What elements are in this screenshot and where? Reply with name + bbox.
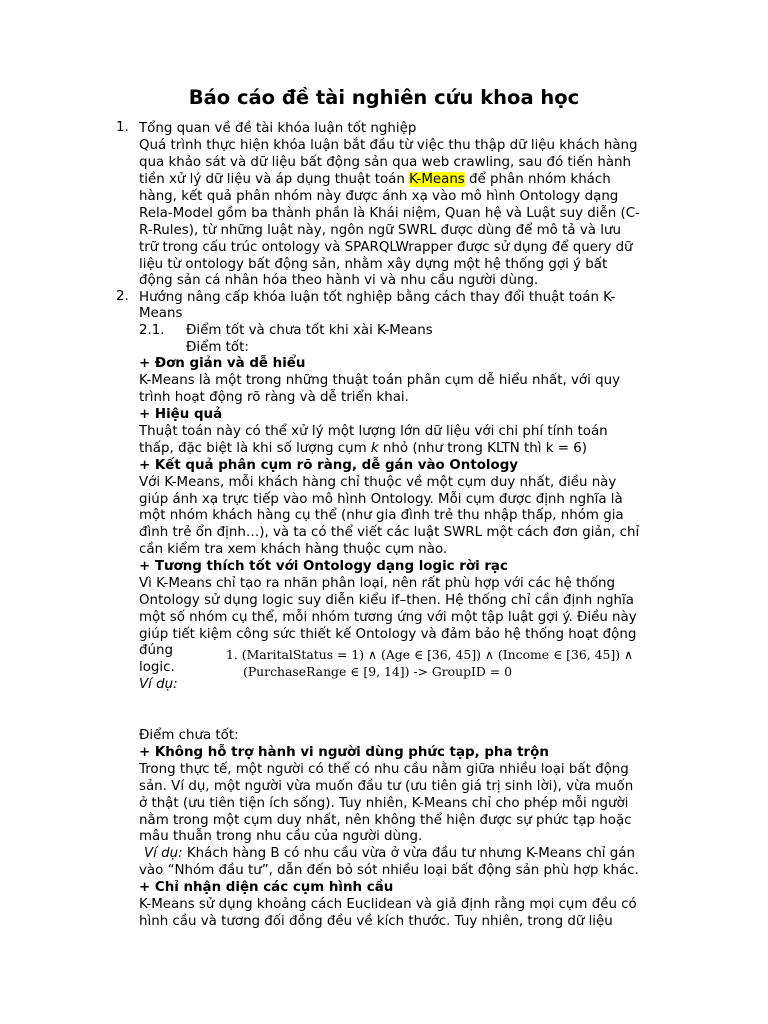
paragraph-line: một nhóm khách hàng cụ thể (như gia đình trẻ thu nhập thấp, nhóm gia <box>139 508 624 523</box>
section1-line <box>139 171 611 188</box>
section1-line: qua khảo sát và dữ liệu bất động sản qua web crawling, sau đó tiến hành <box>139 155 632 170</box>
section1-line: trữ trong cấu trúc ontology và SPARQLWrapper được sử dụng để query dữ <box>139 240 633 255</box>
section1-line: R-Rules), từ những luật này, ngôn ngữ SWRL được dùng để mô tả và lưu <box>139 223 621 238</box>
section1-heading: Tổng quan về đề tài khóa luận tốt nghiệp <box>139 121 417 136</box>
point-heading: + Đơn giản và dễ hiểu <box>139 356 306 371</box>
example-label: Ví dụ: <box>139 677 178 692</box>
paragraph-line: logic. <box>139 660 175 675</box>
paragraph-line: nằm trong một cụm duy nhất, nên không thể hiện được sự phức tạp hoặc <box>139 813 632 828</box>
list-number-1: 1. <box>116 120 129 135</box>
bad-points-label: Điểm chưa tốt: <box>139 728 239 743</box>
paragraph-line: trình hoạt động rõ ràng và dễ triển khai. <box>139 390 409 405</box>
paragraph-line: mâu thuẫn trong nhu cầu của người dùng. <box>139 829 423 844</box>
section2-heading: Means <box>139 306 183 321</box>
point-heading: + Hiệu quả <box>139 407 223 422</box>
point-heading: + Không hỗ trợ hành vi người dùng phức tạp, pha trộn <box>139 745 549 760</box>
point-heading: + Tương thích tốt với Ontology dạng logic rời rạc <box>139 559 508 574</box>
page-title: Báo cáo đề tài nghiên cứu khoa học <box>188 86 580 109</box>
paragraph-line: đình trẻ ổn định…), và ta có thể viết các luật SWRL một cách đơn giản, chỉ <box>139 525 640 540</box>
paragraph-line: Ontology sử dụng logic suy diễn kiểu if–then. Hệ thống chỉ cần định nghĩa <box>139 593 634 608</box>
paragraph-line: ở thật (ưu tiên tiện ích sống). Tuy nhiên, K-Means chỉ cho phép mỗi người <box>139 796 629 811</box>
text-run: để phân nhóm khách <box>464 172 611 187</box>
text-run: Khách hàng B có nhu cầu vừa ở vừa đầu tư nhưng K-Means chỉ gán <box>182 846 635 861</box>
swrl-rule-formula <box>226 646 633 680</box>
paragraph-line: hình cầu và tương đối đồng đều về kích thước. Tuy nhiên, trong dữ liệu <box>139 914 613 929</box>
section1-line: Quá trình thực hiện khóa luận bắt đầu từ việc thu thập dữ liệu khách hàng <box>139 138 638 153</box>
point-heading: + Chỉ nhận diện các cụm hình cầu <box>139 880 394 895</box>
subsection-number: 2.1. <box>139 323 165 338</box>
example-label: Ví dụ: <box>144 846 183 861</box>
paragraph-line: Thuật toán này có thể xử lý một lượng lớn dữ liệu với chi phí tính toán <box>139 424 608 439</box>
good-points-label: Điểm tốt: <box>186 340 249 355</box>
section2-heading: Hướng nâng cấp khóa luận tốt nghiệp bằng cách thay đổi thuật toán K- <box>139 290 616 305</box>
paragraph-line: Với K-Means, mỗi khách hàng chỉ thuộc về một cụm duy nhất, điều này <box>139 475 617 490</box>
example-line <box>144 845 635 862</box>
section1-line: hàng, kết quả phân nhóm này được ánh xạ vào mô hình Ontology dạng <box>139 189 619 204</box>
section1-line: động sản cá nhân hóa theo hành vi và nhu cầu người dùng. <box>139 273 539 288</box>
paragraph-line: K-Means là một trong những thuật toán phân cụm dễ hiểu nhất, với quy <box>139 373 620 388</box>
paragraph-line: giúp tiết kiệm công sức thiết kế Ontology và đảm bảo hệ thống hoạt động <box>139 627 637 642</box>
section1-line: liệu từ ontology bất động sản, nhằm xây dựng một hệ thống gợi ý bất <box>139 257 608 272</box>
paragraph-line: vào “Nhóm đầu tư”, dẫn đến bỏ sót nhiều loại bất động sản phù hợp khác. <box>139 863 639 878</box>
highlighted-kmeans: K-Means <box>409 172 465 187</box>
subsection-heading: Điểm tốt và chưa tốt khi xài K-Means <box>186 323 433 338</box>
paragraph-line: giúp ánh xạ trực tiếp vào mô hình Ontology. Mỗi cụm được định nghĩa là <box>139 492 623 507</box>
paragraph-line: cần kiểm tra xem khách hàng thuộc cụm nào. <box>139 542 448 557</box>
formula-line: (PurchaseRange ∈ [9, 14]) -> GroupID = 0 <box>243 664 513 679</box>
k-variable: k <box>370 441 379 456</box>
paragraph-line: sản. Ví dụ, một người vừa muốn đầu tư (ưu tiên giá trị sinh lời), vừa muốn <box>139 779 634 794</box>
paragraph-line: Trong thực tế, một người có thể có nhu cầu nằm giữa nhiều loại bất động <box>139 762 629 777</box>
text-run: nhỏ (như trong KLTN thì k = 6) <box>378 441 587 456</box>
list-number-2: 2. <box>116 289 129 304</box>
text-run: thấp, đặc biệt là khi số lượng cụm <box>139 441 371 456</box>
section1-line: Rela-Model gồm ba thành phần là Khái niệm, Quan hệ và Luật suy diễn (C- <box>139 206 640 221</box>
text-run: tiền xử lý dữ liệu và áp dụng thuật toán <box>139 172 410 187</box>
paragraph-line: một số nhóm cụ thể, mỗi nhóm tương ứng với một tập luật gợi ý. Điều này <box>139 610 637 625</box>
point-heading: + Kết quả phân cụm rõ ràng, dễ gán vào Ontology <box>139 458 519 473</box>
paragraph-line: đúng <box>139 643 173 658</box>
paragraph-line: K-Means sử dụng khoảng cách Euclidean và giả định rằng mọi cụm đều có <box>139 897 637 912</box>
paragraph-line: Vì K-Means chỉ tạo ra nhãn phân loại, nên rất phù hợp với các hệ thống <box>139 576 616 591</box>
formula-line: 1. (MaritalStatus = 1) ∧ (Age ∈ [36, 45]) ∧ (Income ∈ [36, 45]) ∧ <box>226 647 634 662</box>
paragraph-line <box>139 440 587 457</box>
